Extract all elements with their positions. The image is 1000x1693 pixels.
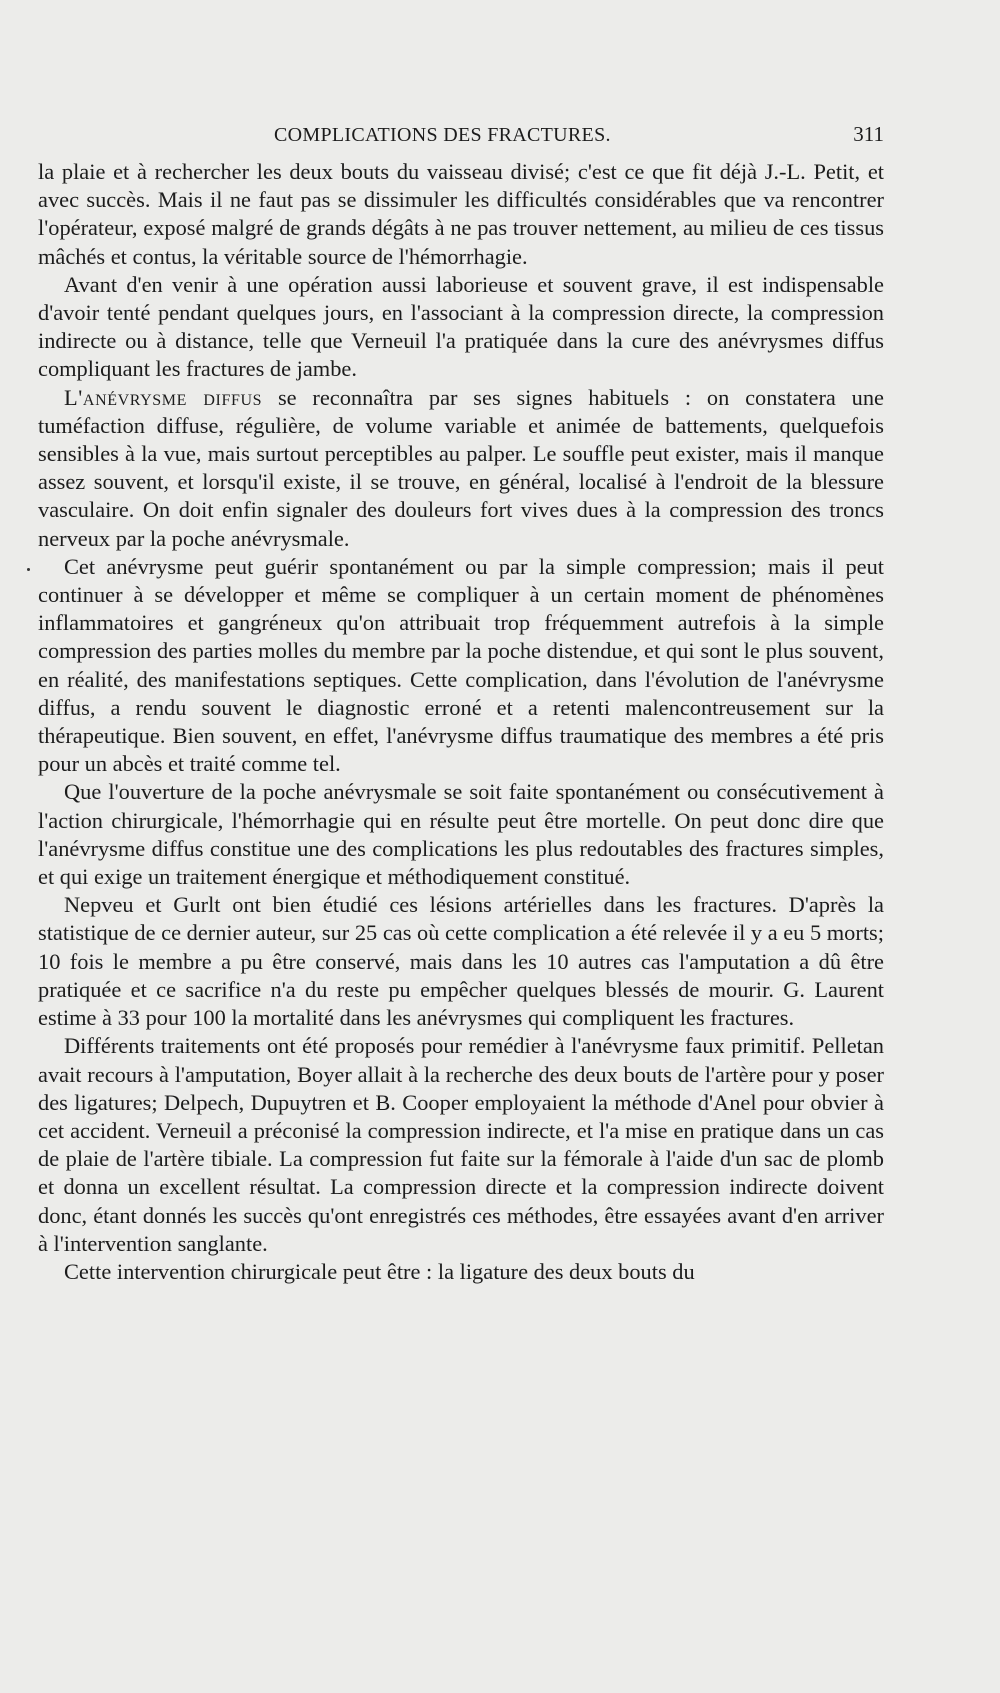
paragraph: Que l'ouverture de la poche anévrysmale se soit faite spontanément ou consécutivement à l'action chirurgicale, l'hémorrhagie qui en résulte peut être mortelle. On peut donc dire que l'anévrysme diffus constitue une des complications les plus redoutables des fractures simples, et qui exige un traitement énergique et méthodiquement constitué. — [38, 779, 884, 890]
paragraph: Cet anévrysme peut guérir spontanément ou par la simple compression; mais il peut continuer à se développer et même se compliquer à un certain moment de phénomènes inflammatoires et gangréneux qu'on attribuait trop fréquemment autrefois à la simple compression des parties molles du membre par la poche distendue, et qui sont le plus souvent, en réalité, des manifestations septiques. Cette complication, dans l'évolution de l'anévrysme diffus, a rendu souvent le diagnostic erroné et a retenti malencontreusement sur la thérapeutique. Bien souvent, en effet, l'anévrysme diffus traumatique des membres a été pris pour un abcès et traité comme tel. — [38, 553, 884, 777]
paragraph-continued: la plaie et à rechercher les deux bouts du vaisseau divisé; c'est ce que fit déjà J.-L. Petit, et avec succès. Mais il ne faut pas se dissimuler les difficultés considérables que va rencontrer l'opérateur, exposé malgré de grands dégâts à ne pas trouver nettement, au milieu de ces tissus mâchés et contus, la véritable source de l'hémorrhagie. — [38, 159, 884, 269]
margin-mark — [27, 568, 30, 571]
paragraph: Cette intervention chirurgicale peut être : la ligature des deux bouts du — [64, 1258, 695, 1284]
body-text — [38, 158, 884, 1286]
paragraph — [38, 384, 884, 553]
section-lead: L'anévrysme diffus — [64, 384, 263, 410]
paragraph: Avant d'en venir à une opération aussi laborieuse et souvent grave, il est indispensable d'avoir tenté pendant quelques jours, en l'associant à la compression directe, la compression indirecte ou à distance, telle que Verneuil l'a pratiquée dans la cure des anévrysmes diffus compliquant les fractures de jambe. — [38, 271, 884, 382]
paragraph: Nepveu et Gurlt ont bien étudié ces lésions artérielles dans les fractures. D'après la statistique de ce dernier auteur, sur 25 cas où cette complication a été relevée il y a eu 5 morts; 10 fois le membre a pu être conservé, mais dans les 10 autres cas l'amputation a dû être pratiquée et ce sacrifice n'a du reste pu empêcher quelques blessés de mourir. G. Laurent estime à 33 pour 100 la mortalité dans les anévrysmes qui compliquent les fractures. — [38, 892, 884, 1031]
running-head: COMPLICATIONS DES FRACTURES. — [274, 124, 611, 146]
paragraph-text: se reconnaîtra par ses signes habituels : on constatera une tuméfaction diffuse, régulière, de volume variable et animée de battements, quelquefois sensibles à la vue, mais surtout perceptibles au palper. Le souffle peut exister, mais il manque assez souvent, et lorsqu'il existe, il se trouve, en général, localisé à l'endroit de la blessure vasculaire. On doit enfin signaler des douleurs fort vives dues à la compression des troncs nerveux par la poche anévrysmale. — [38, 384, 884, 551]
paragraph: Différents traitements ont été proposés pour remédier à l'anévrysme faux primitif. Pelletan avait recours à l'amputation, Boyer allait à la recherche des deux bouts de l'artère pour y poser des ligatures; Delpech, Dupuytren et B. Cooper employaient la méthode d'Anel pour obvier à cet accident. Verneuil a préconisé la compression indirecte, et l'a mise en pratique dans un cas de plaie de l'artère tibiale. La compression fut faite sur la fémorale à l'aide d'un sac de plomb et donna un excellent résultat. La compression directe et la compression indirecte doivent donc, étant donnés les succès qu'ont enregistrés ces méthodes, être essayées avant d'en arriver à l'intervention sanglante. — [38, 1033, 884, 1256]
page-number: 311 — [853, 122, 884, 146]
page-header — [38, 122, 884, 152]
